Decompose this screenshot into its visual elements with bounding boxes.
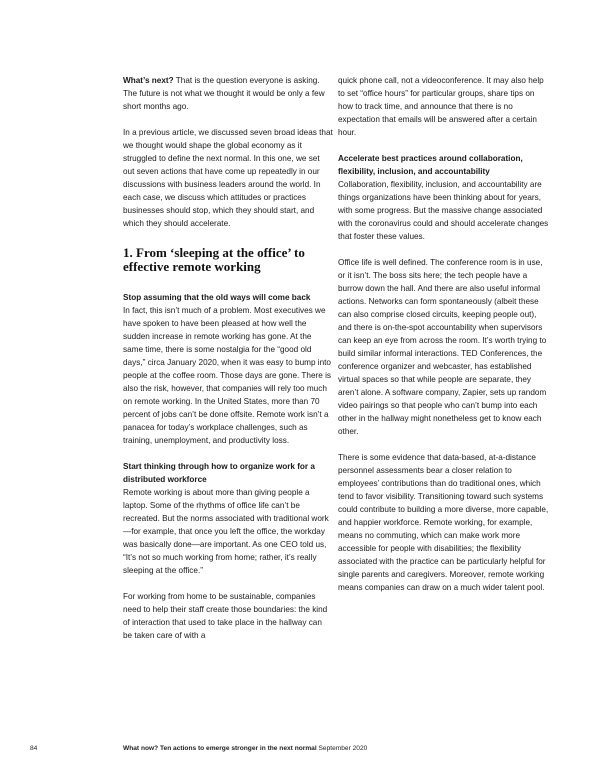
body-paragraph: There is some evidence that data-based, at-a-distance personnel assessments bear a closer relation to employees’ contributions than do traditional ones, which tend to favor visibility. Transitioning toward such systems could contribute to building a more diverse, more capable, and happier workforce. Remote working, for example, means no commuting, which can make work more accessible for people with disabilities; the flexibility associated with the practice can be particularly helpful for single parents and caregivers. Moreover, remote working means companies can draw on a much wider talent pool. [338, 453, 549, 592]
subheading: Start thinking through how to organize work for a distributed workforce [123, 462, 315, 484]
intro-paragraph [123, 74, 333, 113]
body-paragraph: For working from home to be sustainable, companies need to help their staff create those boundaries: the kind of interaction that used to take place in the hallway can be taken care of with a [123, 592, 328, 640]
body-paragraph: Collaboration, flexibility, inclusion, and accountability are things organizations have been thinking about for years, with some progress. But the massive change associated with the coronavirus could and should accelerate changes that foster these values. [338, 180, 549, 241]
intro-text: That is the question everyone is asking. The future is not what we thought it would be only a few short months ago. [123, 76, 325, 111]
subheading: Accelerate best practices around collaboration, flexibility, inclusion, and accountability [338, 154, 523, 176]
footer-text [123, 745, 367, 752]
subheading: Stop assuming that the old ways will come back [123, 293, 311, 302]
body-paragraph: In fact, this isn’t much of a problem. Most executives we have spoken to have been pleased at how well the sudden increase in remote working has gone. At the same time, there is some nostalgia for the “good old days,” circa January 2020, when it was easy to bump into people at the coffee room. Those days are gone. There is also the risk, however, that companies will rely too much on remote working. In the United States, more than 70 percent of jobs can’t be done offsite. Remote work isn’t a panacea for today’s workplace challenges, such as training, unemployment, and productivity loss. [123, 306, 332, 445]
footer-date: September 2020 [316, 745, 368, 752]
body-paragraph: Office life is well defined. The conference room is in use, or it isn’t. The boss sits here; the tech people have a burrow down the hall. And there are also useful informal actions. Networks can form spontaneously (albeit these can also comprise closed circuits, keeping people out), and there is on-the-spot accountability when supervisors can keep an eye from across the room. It’s worth trying to build similar informal interactions. TED Conferences, the conference organizer and webcaster, has established virtual spaces so that while people are separate, they aren’t alone. A software company, Zapier, sets up random video pairings so that people who can’t bump into each other in the hallway might nonetheless get to know each other. [338, 258, 547, 436]
section-heading: 1. From ‘sleeping at the office’ to effective remote working [123, 245, 305, 274]
intro-lead: What’s next? [123, 76, 174, 85]
left-column [123, 74, 333, 642]
footer-title: What now? Ten actions to emerge stronger in the next normal [123, 745, 317, 752]
page-number: 84 [30, 745, 38, 752]
right-column [338, 74, 550, 594]
body-paragraph: In a previous article, we discussed seven broad ideas that we thought would shape the global economy as it struggled to define the next normal. In this one, we set out seven actions that have come up repeatedly in our discussions with business leaders around the world. In each case, we discuss which attitudes or practices businesses should stop, which they should start, and which they should accelerate. [123, 128, 333, 228]
body-paragraph: quick phone call, not a videoconference. It may also help to set “office hours” for particular groups, share tips on how to track time, and announce that there is no expectation that emails will be answered after a certain hour. [338, 76, 544, 137]
body-paragraph: Remote working is about more than giving people a laptop. Some of the rhythms of office life can’t be recreated. But the norms associated with traditional work—for example, that once you left the office, the workday was basically done—are important. As one CEO told us, “It’s not so much working from home; rather, it’s really sleeping at the office.” [123, 488, 329, 575]
